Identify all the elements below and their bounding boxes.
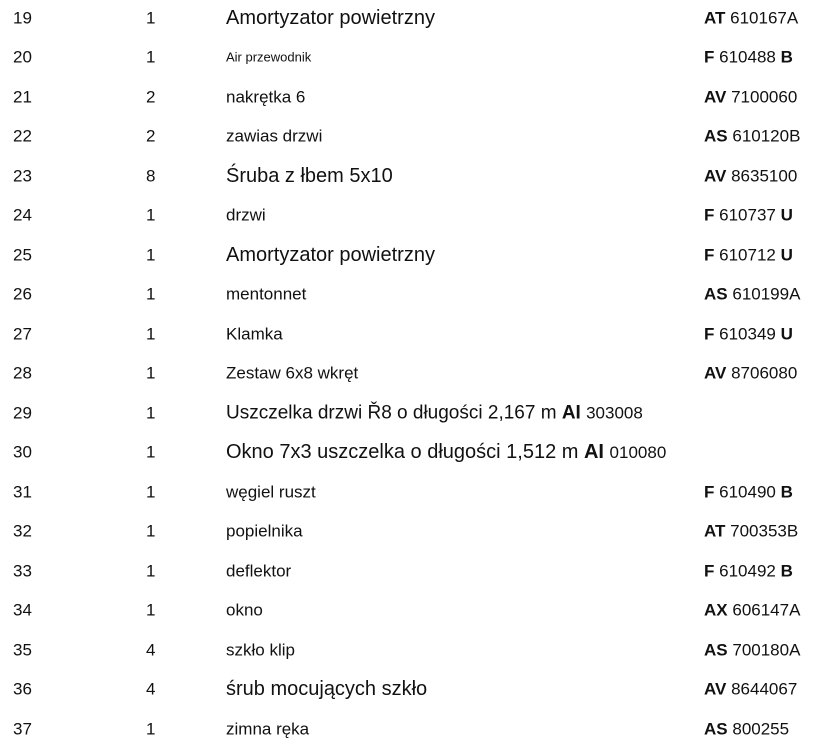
code-number: 303008	[586, 403, 643, 423]
parts-row	[0, 235, 836, 275]
item-description: Air przewodnik	[226, 49, 312, 65]
code-prefix: F	[704, 47, 715, 67]
item-description: mentonnet	[226, 284, 307, 304]
item-code	[704, 9, 798, 26]
item-code	[704, 246, 793, 263]
parts-row	[0, 77, 836, 117]
parts-row	[0, 630, 836, 670]
parts-row	[0, 314, 836, 354]
item-quantity: 1	[146, 8, 156, 28]
code-number: 610199A	[732, 284, 801, 304]
item-number: 29	[13, 403, 32, 423]
parts-row	[0, 709, 836, 749]
item-quantity: 1	[146, 205, 156, 225]
code-number: 606147A	[732, 600, 801, 620]
code-prefix: AI	[561, 402, 581, 424]
code-prefix: AX	[704, 600, 728, 620]
parts-row	[0, 670, 836, 710]
item-code	[704, 681, 797, 698]
item-description: Uszczelka drzwi Ř8 o długości 2,167 m	[226, 402, 557, 424]
item-quantity: 1	[146, 245, 156, 265]
code-prefix: AS	[704, 284, 728, 304]
item-number: 21	[13, 87, 32, 107]
parts-row	[0, 433, 836, 473]
code-prefix: AT	[704, 521, 726, 541]
item-number: 19	[13, 8, 32, 28]
parts-row	[0, 275, 836, 315]
item-quantity: 1	[146, 521, 156, 541]
item-code	[704, 483, 793, 500]
item-number: 35	[13, 640, 32, 660]
item-quantity: 1	[146, 363, 156, 383]
parts-row	[0, 551, 836, 591]
item-description: zawias drzwi	[226, 126, 323, 146]
code-number: 010080	[609, 443, 667, 463]
item-description: deflektor	[226, 561, 292, 581]
code-prefix: F	[704, 482, 715, 502]
code-number: 7100060	[731, 87, 798, 107]
code-number: 610120B	[732, 126, 801, 146]
item-quantity: 1	[146, 561, 156, 581]
item-description: śrub mocujących szkło	[226, 678, 428, 701]
item-code	[704, 88, 797, 105]
code-suffix: B	[780, 561, 793, 581]
code-number: 610737	[719, 205, 776, 225]
item-code	[704, 523, 798, 540]
item-quantity: 1	[146, 403, 156, 423]
item-description: Klamka	[226, 324, 283, 344]
item-description: Zestaw 6x8 wkręt	[226, 363, 359, 383]
item-code	[704, 207, 793, 224]
parts-row	[0, 38, 836, 78]
code-number: 610349	[719, 324, 776, 344]
code-number: 8706080	[731, 363, 798, 383]
code-suffix: B	[780, 47, 793, 67]
code-number: 610490	[719, 482, 776, 502]
parts-row	[0, 0, 836, 38]
code-prefix: AS	[704, 640, 728, 660]
parts-row	[0, 393, 836, 433]
item-description-with-code	[226, 403, 643, 422]
item-code	[704, 49, 793, 66]
parts-row	[0, 196, 836, 236]
item-description: drzwi	[226, 205, 266, 225]
item-description-with-code	[226, 442, 666, 462]
item-number: 34	[13, 600, 32, 620]
code-number: 610167A	[730, 8, 799, 28]
item-quantity: 1	[146, 482, 156, 502]
item-code	[704, 325, 793, 342]
item-number: 28	[13, 363, 32, 383]
code-prefix: F	[704, 561, 715, 581]
parts-row	[0, 156, 836, 196]
code-prefix: F	[704, 205, 715, 225]
item-number: 33	[13, 561, 32, 581]
item-number: 37	[13, 719, 32, 739]
item-number: 22	[13, 126, 32, 146]
code-number: 700180A	[732, 640, 801, 660]
code-suffix: U	[780, 324, 793, 344]
parts-row	[0, 354, 836, 394]
code-prefix: AV	[704, 363, 727, 383]
code-prefix: AV	[704, 166, 727, 186]
item-number: 27	[13, 324, 32, 344]
item-number: 31	[13, 482, 32, 502]
item-number: 24	[13, 205, 32, 225]
parts-row	[0, 117, 836, 157]
item-code	[704, 641, 800, 658]
item-quantity: 1	[146, 47, 156, 67]
item-description: popielnika	[226, 521, 303, 541]
item-number: 36	[13, 679, 32, 699]
item-quantity: 1	[146, 442, 156, 462]
code-prefix: F	[704, 245, 715, 265]
code-number: 8635100	[731, 166, 798, 186]
item-quantity: 4	[146, 679, 156, 699]
item-number: 20	[13, 47, 32, 67]
item-quantity: 1	[146, 284, 156, 304]
parts-row	[0, 591, 836, 631]
item-quantity: 2	[146, 126, 156, 146]
item-number: 30	[13, 442, 32, 462]
code-number: 700353B	[730, 521, 799, 541]
code-prefix: AV	[704, 87, 727, 107]
parts-row	[0, 512, 836, 552]
item-number: 25	[13, 245, 32, 265]
item-description: zimna ręka	[226, 719, 310, 739]
item-quantity: 8	[146, 166, 156, 186]
item-description: Amortyzator powietrzny	[226, 6, 435, 29]
item-description: szkło klip	[226, 640, 295, 660]
code-prefix: AS	[704, 126, 728, 146]
item-code	[704, 602, 800, 619]
item-code	[704, 128, 800, 145]
item-code	[704, 167, 797, 184]
item-quantity: 2	[146, 87, 156, 107]
code-prefix: AT	[704, 8, 726, 28]
item-code	[704, 562, 793, 579]
code-prefix: AS	[704, 719, 728, 739]
item-quantity: 1	[146, 600, 156, 620]
code-number: 610712	[719, 245, 776, 265]
item-number: 26	[13, 284, 32, 304]
code-suffix: U	[780, 245, 793, 265]
code-number: 610488	[719, 47, 776, 67]
code-prefix: F	[704, 324, 715, 344]
item-description: Śruba z łbem 5x10	[226, 164, 393, 187]
item-code	[704, 365, 797, 382]
item-description: okno	[226, 600, 263, 620]
item-number: 23	[13, 166, 32, 186]
parts-row	[0, 472, 836, 512]
item-code	[704, 286, 800, 303]
item-description: węgiel ruszt	[226, 482, 316, 502]
code-number: 800255	[732, 719, 790, 739]
code-prefix: AV	[704, 679, 727, 699]
item-description: Okno 7x3 uszczelka o długości 1,512 m	[226, 441, 579, 464]
item-quantity: 1	[146, 719, 156, 739]
code-suffix: B	[780, 482, 793, 502]
code-number: 8644067	[731, 679, 798, 699]
item-quantity: 1	[146, 324, 156, 344]
code-prefix: AI	[583, 441, 604, 464]
item-description: Amortyzator powietrzny	[226, 243, 435, 266]
code-suffix: U	[780, 205, 793, 225]
item-quantity: 4	[146, 640, 156, 660]
code-number: 610492	[719, 561, 776, 581]
item-description: nakrętka 6	[226, 87, 306, 107]
item-number: 32	[13, 521, 32, 541]
item-code	[704, 720, 789, 737]
